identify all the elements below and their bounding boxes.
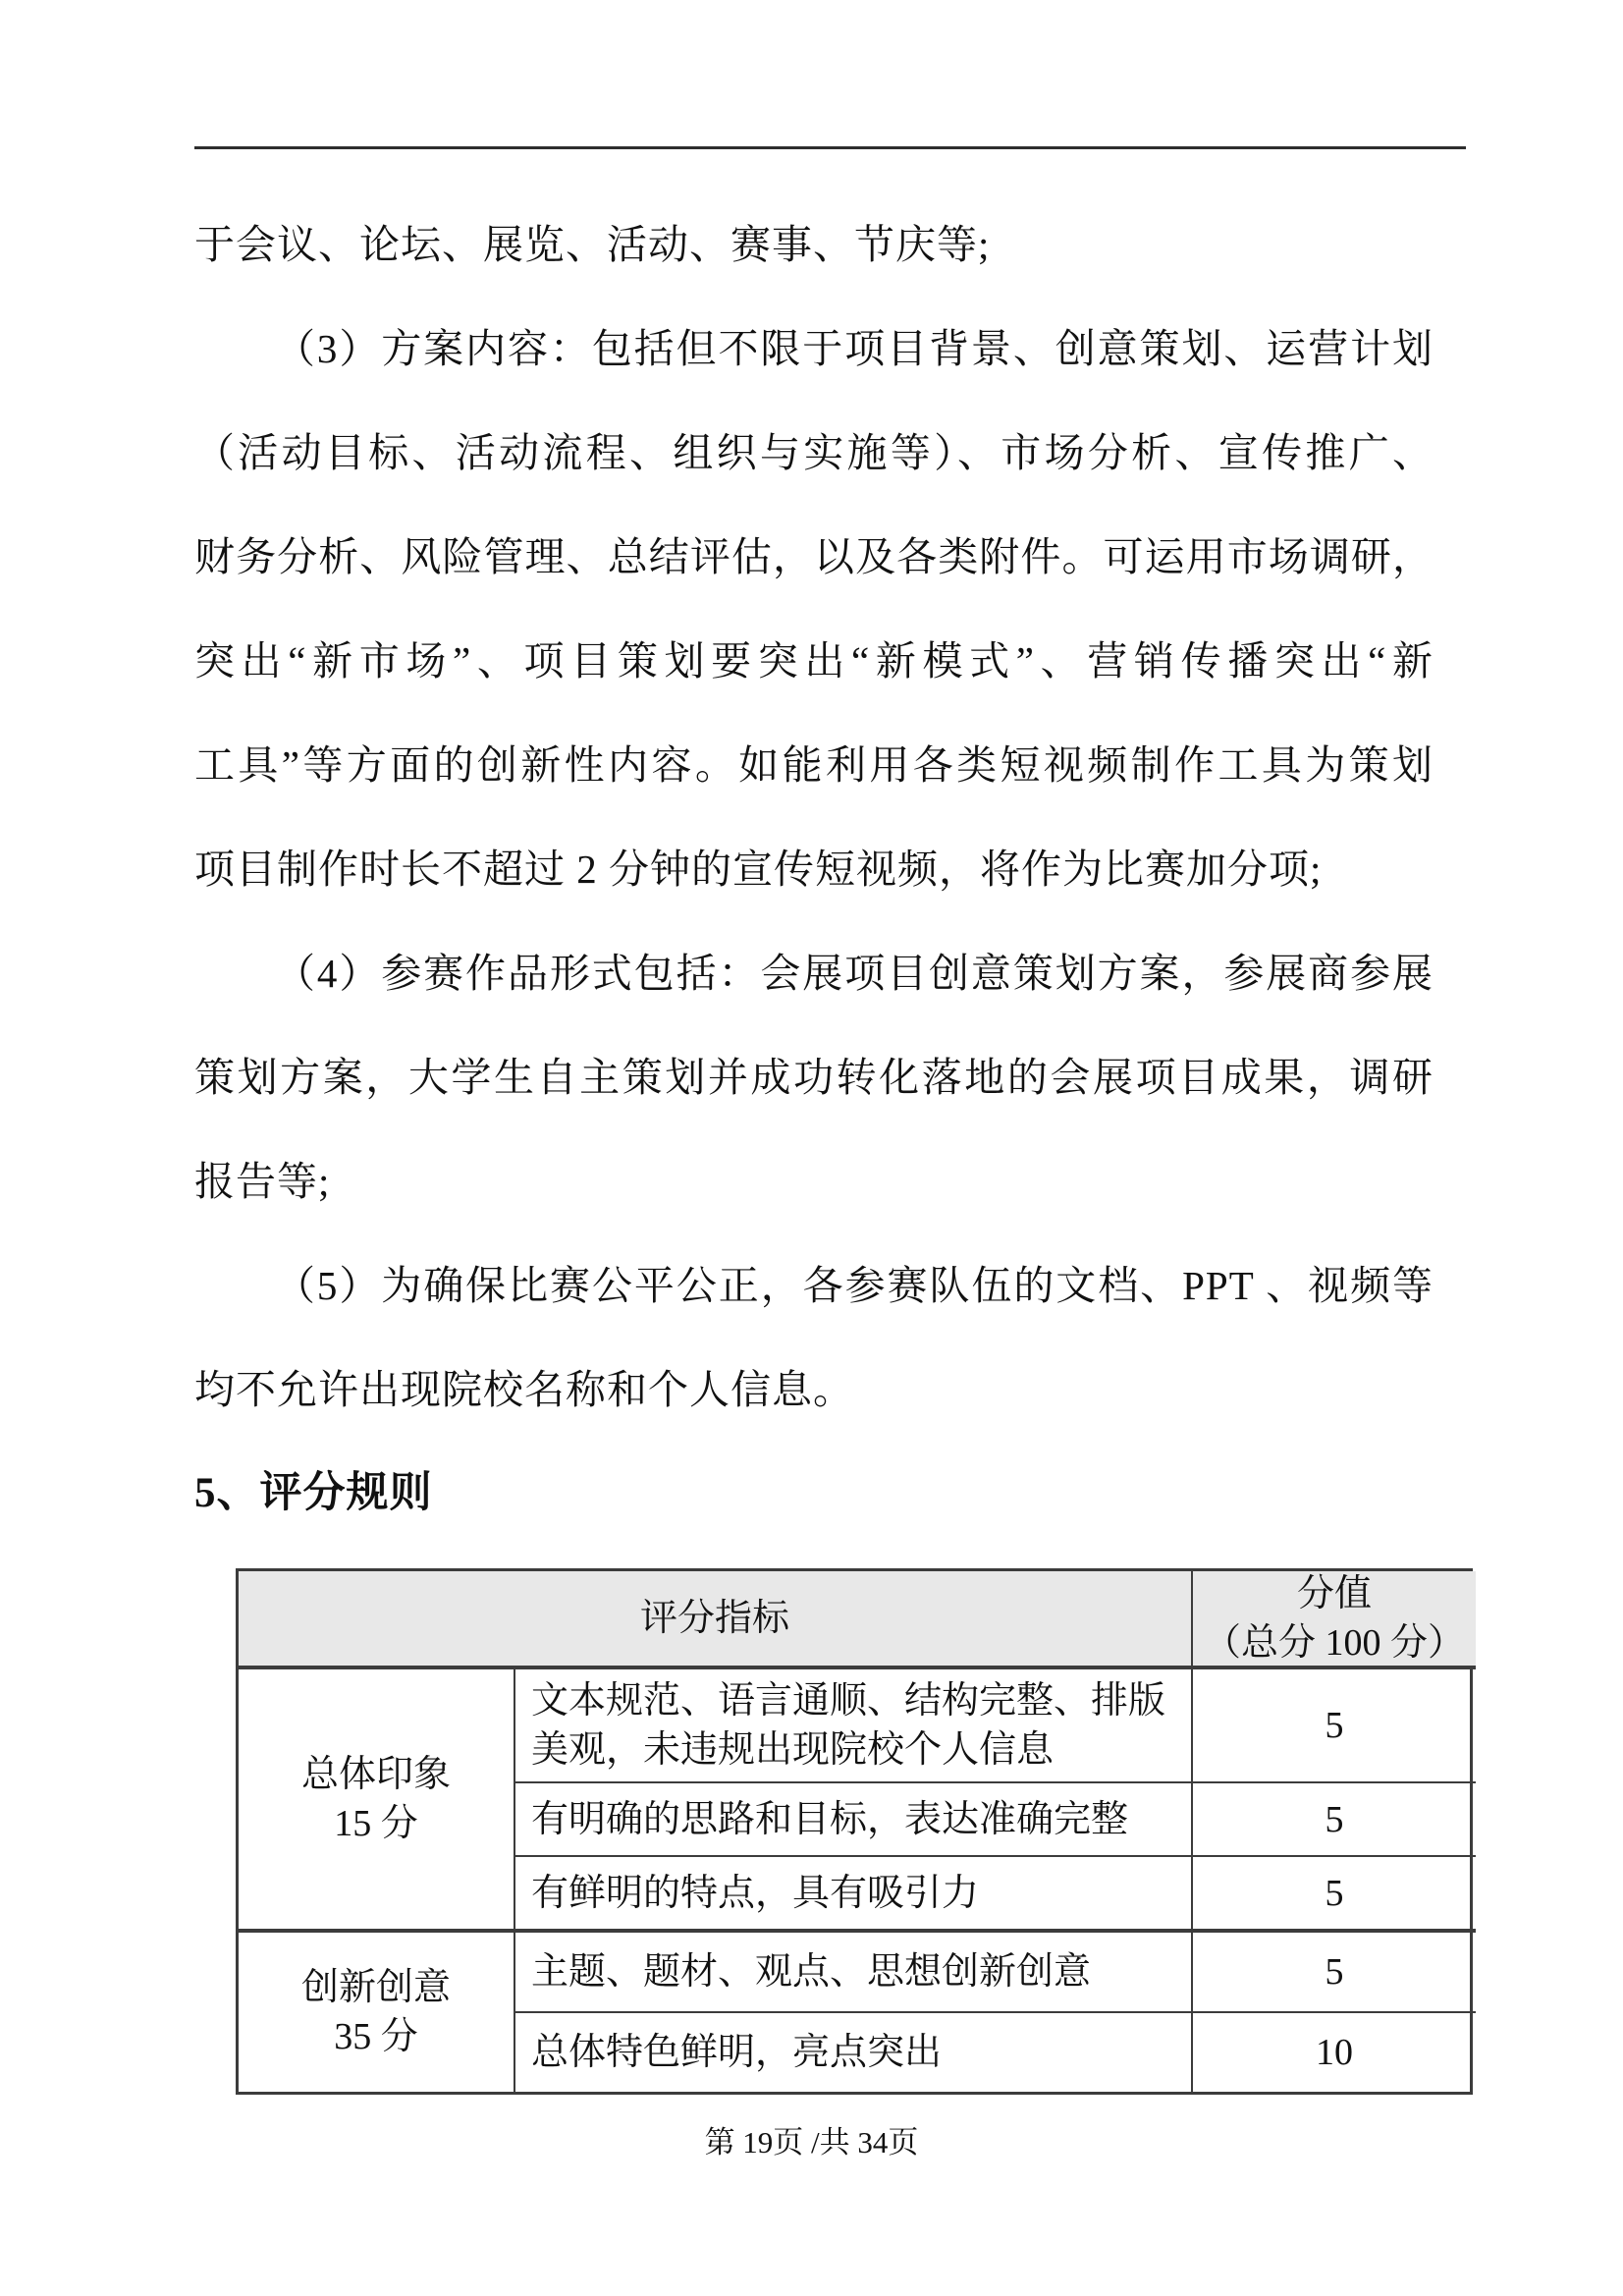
criteria-cell: 总体特色鲜明，亮点突出: [515, 2013, 1193, 2092]
body-line: 突出“新市场”、项目策划要突出“新模式”、营销传播突出“新: [194, 638, 1434, 683]
body-text: [194, 192, 1434, 1442]
page-footer: 第 19页 /共 34页: [704, 2125, 919, 2159]
table-header-score-title: 分值: [1296, 1573, 1372, 1614]
table-header-score: [1193, 1571, 1476, 1669]
criteria-cell: 文本规范、语言通顺、结构完整、排版美观，未违规出现院校个人信息: [515, 1669, 1193, 1783]
category-label: 创新创意: [300, 1967, 451, 2008]
scoring-table: [236, 1568, 1473, 2095]
category-points: 35 分: [334, 2016, 418, 2057]
body-line: （4）参赛作品形式包括：会展项目创意策划方案，参展商参展: [275, 951, 1434, 996]
body-line: 工具”等方面的创新性内容。如能利用各类短视频制作工具为策划: [194, 742, 1434, 788]
body-line: 于会议、论坛、展览、活动、赛事、节庆等;: [194, 222, 991, 267]
criteria-cell: 主题、题材、观点、思想创新创意: [515, 1933, 1193, 2013]
score-cell: 5: [1193, 1933, 1476, 2013]
body-line: 财务分析、风险管理、总结评估，以及各类附件。可运用市场调研，: [194, 534, 1434, 579]
body-line: 报告等;: [194, 1159, 331, 1204]
section-heading: 5、评分规则: [194, 1470, 433, 1516]
body-line: （3）方案内容：包括但不限于项目背景、创意策划、运营计划: [275, 326, 1434, 371]
body-line: 项目制作时长不超过 2 分钟的宣传短视频，将作为比赛加分项;: [194, 847, 1323, 892]
body-line: （活动目标、活动流程、组织与实施等）、市场分析、宣传推广、: [194, 430, 1434, 475]
score-cell: 5: [1193, 1857, 1476, 1933]
category-points: 15 分: [334, 1803, 418, 1844]
header-divider: [194, 146, 1466, 149]
table-header-indicator: 评分指标: [239, 1571, 1193, 1669]
table-header-score-subtitle: （总分 100 分）: [1203, 1622, 1465, 1664]
score-cell: 10: [1316, 2032, 1353, 2073]
category-label: 总体印象: [300, 1754, 451, 1795]
table-category-cell: [239, 1669, 515, 1933]
score-cell: 5: [1193, 1669, 1476, 1783]
table-category-cell: [239, 1933, 515, 2092]
score-cell: 5: [1193, 1783, 1476, 1857]
body-line: （5）为确保比赛公平公正，各参赛队伍的文档、PPT 、视频等: [275, 1263, 1434, 1308]
body-line: 均不允许出现院校名称和个人信息。: [194, 1367, 854, 1412]
criteria-cell: 有明确的思路和目标，表达准确完整: [515, 1783, 1193, 1857]
criteria-cell: 有鲜明的特点，具有吸引力: [515, 1857, 1193, 1933]
body-line: 策划方案，大学生自主策划并成功转化落地的会展项目成果，调研: [194, 1055, 1434, 1100]
